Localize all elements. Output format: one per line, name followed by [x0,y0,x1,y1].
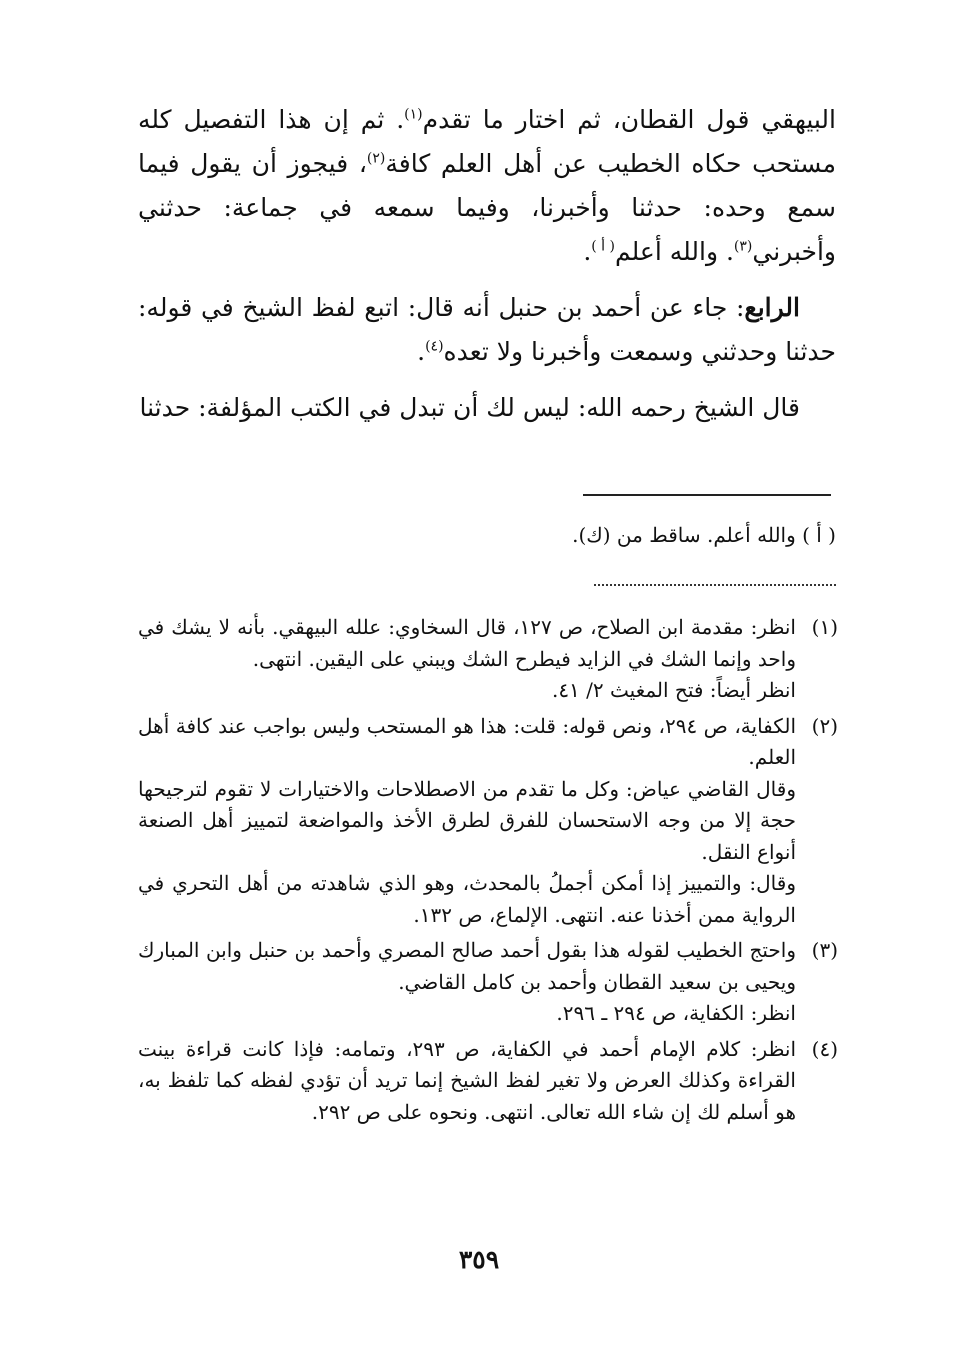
footnote-number: (٤) [811,1036,838,1061]
footnote-3 [138,935,838,1030]
footnote-ref-2[interactable]: (٢) [366,150,386,167]
paragraph-1: البيهقي قول القطان، ثم اختار ما تقدم$^{(١)}$. ثم إن هذا التفصيل كله مستحب حكاه الخطيب عن أهل العلم كافة$^{(٢)}$، فيجوز أن يقول فيما سمع وحده: حدثنا وأخبرنا، وفيما سمعه في جماعة: حدثني وأخبرني$^{(٣)}$. والله أعلم$^{( أ )}$. [138,105,836,266]
footnote-line: الكفاية، ص ٢٩٤، ونص قوله: قلت: هذا هو المستحب وليس بواجب عند كافة أهل العلم. [138,713,796,769]
footnote-ref-3[interactable]: (٣) [733,238,753,255]
separator-rule [583,494,831,496]
marginal-ref-a[interactable]: ( أ ) [591,238,615,255]
footnote-2 [138,711,838,932]
paragraph-3: قال الشيخ رحمه الله: ليس لك أن تبدل في الكتب المؤلفة: حدثنا [139,393,800,422]
footnote-number: (٣) [811,938,838,962]
footnote-line: وقال: والتمييز إذا أمكن أجملُ بالمحدث، وهو الذي شاهدته من أهل التحري في الرواية ممن أخذنا عنه. انتهى. الإلماع، ص ١٣٢. [138,871,796,927]
footnote-1 [138,612,838,707]
footnote-line: وقال القاضي عياض: وكل ما تقدم من الاصطلاحات والاختيارات لا تقوم لترجيحها حجة إلا من وجه الاستحسان للفرق لطرق الأخذ والمواضعة لتمييز أهل الصنعة أنواع النقل. [138,776,796,864]
dotted-separator [594,584,836,586]
footnote-line: انظر أيضاً: فتح المغيث ٢/ ٤١. [551,678,796,702]
footnote-line: واحتج الخطيب لقوله هذا بقول أحمد صالح المصري وأحمد بن حنبل وابن المبارك ويحيى بن سعيد القطان وأحمد بن كامل القاضي. [138,938,796,994]
footnote-ref-4[interactable]: (٤) [425,338,444,355]
footnote-line: انظر: مقدمة ابن الصلاح، ص ١٢٧، قال السخاوي: علله البيهقي. بأنه لا يشك في واحد وإنما الشك في الزايد فيطرح الشك ويبني على اليقين. انتهى. [138,615,796,671]
footnote-line: انظر: كلام الإمام أحمد في الكفاية، ص ٢٩٣، وتمامه: فإذا كانت قراءة بينت القراءة وكذلك العرض ولا تغير لفظ الشيخ إنما تريد أن تؤدي لفظه كما تلفظ به، هو أسلم لك إن شاء الله تعالى. انتهى. ونحوه على ص ٢٩٢. [138,1036,797,1124]
marginal-note: ( أ ) والله أعلم. ساقط من (ك). [572,523,836,547]
paragraph-2: الرابع: جاء عن أحمد بن حنبل أنه قال: اتبع لفظ الشيخ في قوله: حدثنا وحدثني وسمعت وأخبرنا ولا تعده$^{(٤)}$. [138,293,836,366]
footnotes [138,612,838,1132]
footnote-4 [138,1034,838,1129]
footnote-number: (١) [811,615,838,639]
footnote-line: انظر: الكفاية، ص ٢٩٤ ـ ٢٩٦. [556,1001,796,1025]
footnote-number: (٢) [811,713,838,738]
section-lead: الرابع [744,293,800,322]
page-number: ٣٥٩ [458,1245,500,1274]
footnote-ref-1[interactable]: (١) [404,106,423,123]
main-text [138,98,836,430]
